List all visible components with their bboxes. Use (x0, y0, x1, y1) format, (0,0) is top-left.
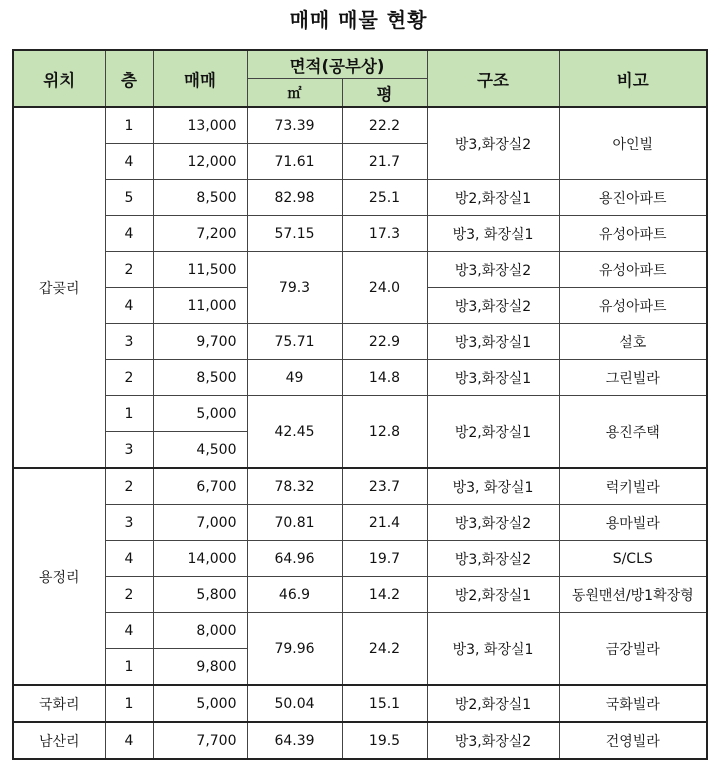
price-cell: 7,200 (153, 216, 247, 252)
note-cell: 국화빌라 (559, 685, 707, 722)
floor-cell: 4 (105, 216, 153, 252)
floor-cell: 1 (105, 107, 153, 144)
area-pyeong-cell: 19.7 (342, 541, 427, 577)
structure-cell: 방2,화장실1 (427, 685, 559, 722)
area-sqm-cell: 71.61 (247, 144, 342, 180)
price-cell: 11,000 (153, 288, 247, 324)
structure-cell: 방3, 화장실1 (427, 613, 559, 686)
floor-cell: 1 (105, 649, 153, 686)
area-pyeong-cell: 14.8 (342, 360, 427, 396)
area-pyeong-cell: 23.7 (342, 468, 427, 505)
area-pyeong-cell: 22.9 (342, 324, 427, 360)
price-cell: 11,500 (153, 252, 247, 288)
structure-cell: 방3,화장실1 (427, 360, 559, 396)
floor-cell: 3 (105, 324, 153, 360)
price-cell: 7,000 (153, 505, 247, 541)
table-row (13, 360, 707, 396)
structure-cell: 방2,화장실1 (427, 577, 559, 613)
structure-cell: 방2,화장실1 (427, 180, 559, 216)
area-pyeong-cell: 24.0 (342, 252, 427, 324)
price-cell: 4,500 (153, 432, 247, 469)
table-row (13, 613, 707, 649)
price-cell: 7,700 (153, 722, 247, 759)
area-sqm-cell: 64.39 (247, 722, 342, 759)
floor-cell: 4 (105, 541, 153, 577)
note-cell: 용진주택 (559, 396, 707, 469)
location-cell: 국화리 (13, 685, 105, 722)
header-floor: 층 (105, 50, 153, 107)
price-cell: 9,800 (153, 649, 247, 686)
table-row (13, 180, 707, 216)
table-row (13, 396, 707, 432)
header-location: 위치 (13, 50, 105, 107)
area-sqm-cell: 79.96 (247, 613, 342, 686)
structure-cell: 방3, 화장실1 (427, 216, 559, 252)
price-cell: 14,000 (153, 541, 247, 577)
note-cell: 설호 (559, 324, 707, 360)
header-note: 비고 (559, 50, 707, 107)
area-sqm-cell: 49 (247, 360, 342, 396)
page-title: 매매 매물 현황 (289, 8, 428, 32)
floor-cell: 4 (105, 613, 153, 649)
note-cell: 유성아파트 (559, 252, 707, 288)
note-cell: 아인빌 (559, 107, 707, 180)
area-sqm-cell: 57.15 (247, 216, 342, 252)
table-row (13, 468, 707, 505)
header-area-pyeong: 평 (342, 79, 427, 108)
note-cell: 용진아파트 (559, 180, 707, 216)
floor-cell: 2 (105, 468, 153, 505)
area-pyeong-cell: 21.7 (342, 144, 427, 180)
structure-cell: 방3,화장실2 (427, 288, 559, 324)
table-row (13, 505, 707, 541)
floor-cell: 5 (105, 180, 153, 216)
structure-cell: 방3,화장실2 (427, 505, 559, 541)
area-pyeong-cell: 17.3 (342, 216, 427, 252)
structure-cell: 방3,화장실2 (427, 541, 559, 577)
floor-cell: 2 (105, 252, 153, 288)
price-cell: 13,000 (153, 107, 247, 144)
structure-cell: 방3,화장실2 (427, 722, 559, 759)
table-row (13, 252, 707, 288)
area-sqm-cell: 73.39 (247, 107, 342, 144)
area-pyeong-cell: 14.2 (342, 577, 427, 613)
note-cell: 유성아파트 (559, 288, 707, 324)
area-sqm-cell: 78.32 (247, 468, 342, 505)
structure-cell: 방2,화장실1 (427, 396, 559, 469)
price-cell: 8,000 (153, 613, 247, 649)
area-pyeong-cell: 25.1 (342, 180, 427, 216)
table-row (13, 216, 707, 252)
floor-cell: 2 (105, 360, 153, 396)
note-cell: 용마빌라 (559, 505, 707, 541)
location-cell: 갑곶리 (13, 107, 105, 468)
area-pyeong-cell: 12.8 (342, 396, 427, 469)
structure-cell: 방3, 화장실1 (427, 468, 559, 505)
structure-cell: 방3,화장실1 (427, 324, 559, 360)
location-cell: 남산리 (13, 722, 105, 759)
header-price: 매매 (153, 50, 247, 107)
area-sqm-cell: 79.3 (247, 252, 342, 324)
structure-cell: 방3,화장실2 (427, 252, 559, 288)
table-row (13, 685, 707, 722)
price-cell: 8,500 (153, 360, 247, 396)
area-sqm-cell: 82.98 (247, 180, 342, 216)
note-cell: 럭키빌라 (559, 468, 707, 505)
floor-cell: 4 (105, 144, 153, 180)
price-cell: 5,000 (153, 396, 247, 432)
note-cell: 그린빌라 (559, 360, 707, 396)
note-cell: S/CLS (559, 541, 707, 577)
area-sqm-cell: 50.04 (247, 685, 342, 722)
price-cell: 12,000 (153, 144, 247, 180)
area-sqm-cell: 42.45 (247, 396, 342, 469)
area-sqm-cell: 75.71 (247, 324, 342, 360)
header-area-sqm: ㎡ (247, 79, 342, 108)
header-area: 면적(공부상) (247, 50, 427, 79)
note-cell: 유성아파트 (559, 216, 707, 252)
price-cell: 9,700 (153, 324, 247, 360)
listing-table (12, 49, 708, 760)
floor-cell: 4 (105, 288, 153, 324)
area-pyeong-cell: 15.1 (342, 685, 427, 722)
structure-cell: 방3,화장실2 (427, 107, 559, 180)
table-row (13, 324, 707, 360)
area-pyeong-cell: 24.2 (342, 613, 427, 686)
area-pyeong-cell: 22.2 (342, 107, 427, 144)
note-cell: 건영빌라 (559, 722, 707, 759)
table-row (13, 722, 707, 759)
table-row (13, 577, 707, 613)
area-sqm-cell: 46.9 (247, 577, 342, 613)
floor-cell: 3 (105, 505, 153, 541)
price-cell: 6,700 (153, 468, 247, 505)
header-structure: 구조 (427, 50, 559, 107)
floor-cell: 4 (105, 722, 153, 759)
area-pyeong-cell: 21.4 (342, 505, 427, 541)
floor-cell: 1 (105, 396, 153, 432)
price-cell: 5,800 (153, 577, 247, 613)
area-sqm-cell: 64.96 (247, 541, 342, 577)
note-cell: 동원맨션/방1확장형 (559, 577, 707, 613)
location-cell: 용정리 (13, 468, 105, 685)
table-row (13, 541, 707, 577)
table-row (13, 107, 707, 144)
note-cell: 금강빌라 (559, 613, 707, 686)
floor-cell: 3 (105, 432, 153, 469)
area-sqm-cell: 70.81 (247, 505, 342, 541)
floor-cell: 1 (105, 685, 153, 722)
price-cell: 8,500 (153, 180, 247, 216)
price-cell: 5,000 (153, 685, 247, 722)
area-pyeong-cell: 19.5 (342, 722, 427, 759)
floor-cell: 2 (105, 577, 153, 613)
